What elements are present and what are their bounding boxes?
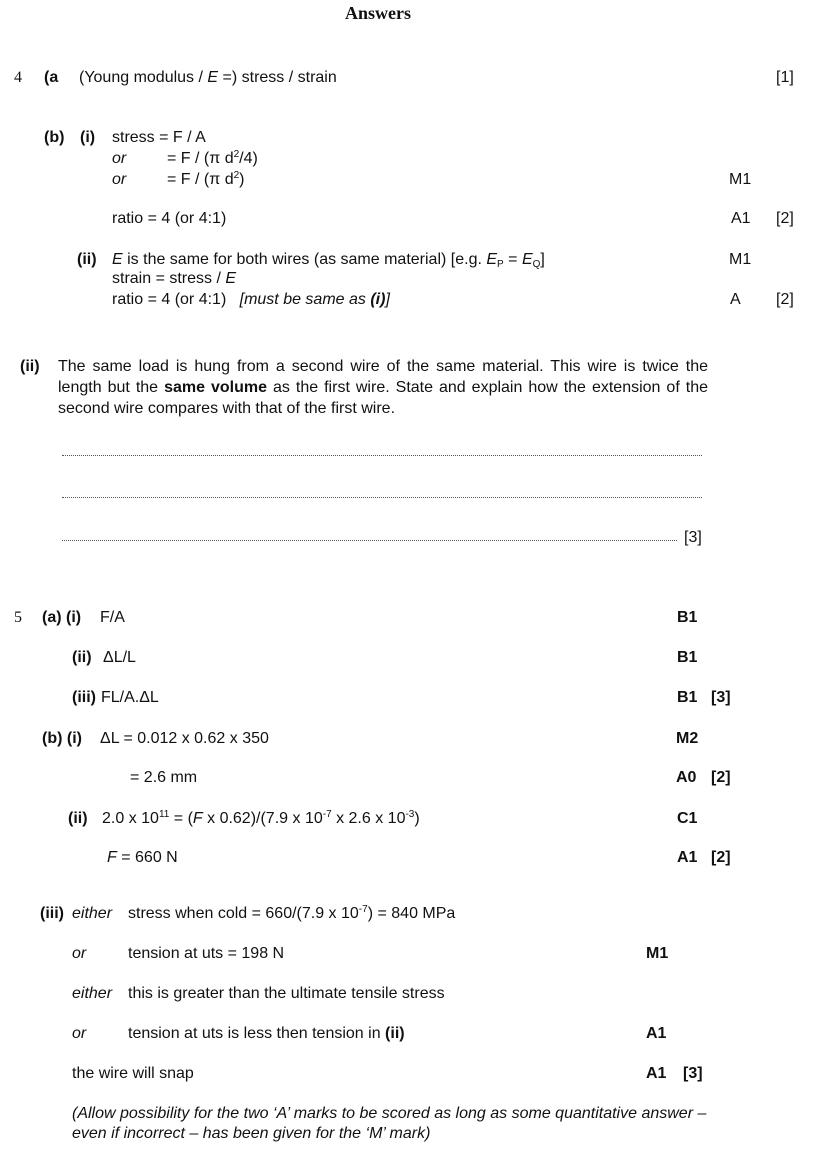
answer-line: E is the same for both wires (as same material) [e.g. $E_P = E_Q$]: [112, 251, 545, 270]
answer-line-blank[interactable]: [62, 497, 702, 498]
question-text: The same load is hung from a second wire of the same material. This wire is twice the length but the same volume as the first wire. State and explain how the extension of the second wire compares with that of the first wire.: [58, 358, 709, 417]
answer-line-blank[interactable]: [62, 540, 677, 541]
mark-total: [2]: [711, 849, 731, 866]
answer-line: = F / (π $d^2$): [167, 170, 245, 188]
mark: A1: [646, 1025, 667, 1042]
marking-note: (Allow possibility for the two ‘A’ marks to be scored as long as some quantitative answer – even if incorrect – has been given for the ‘M’ mark): [72, 1105, 707, 1142]
page-title: Answers: [345, 3, 411, 23]
subpart-label: (ii): [72, 649, 92, 666]
question-label: (ii): [20, 358, 40, 375]
answer-line: tension at uts is less then tension in (ii): [128, 1025, 405, 1042]
or-label: or: [112, 171, 127, 188]
subpart-label: (ii): [68, 810, 88, 827]
or-label: or: [72, 1025, 87, 1042]
mark-total: [1]: [776, 69, 794, 86]
mark-total: [3]: [684, 529, 702, 546]
part-label: (a) (i): [42, 609, 82, 626]
answer-line: ΔL = 0.012 x 0.62 x 350: [100, 730, 269, 747]
answer-line: ratio = 4 (or 4:1) [must be same as (i)]: [112, 291, 390, 308]
mark-total: [2]: [711, 769, 731, 786]
part-label: (b): [44, 129, 65, 146]
either-label: either: [72, 985, 113, 1002]
answer-line: stress when cold = 660/(7.9 x $10^{-7}) = 840$ MPa: [128, 904, 456, 922]
part-label: (a: [44, 69, 59, 86]
mark: M2: [676, 730, 699, 747]
answer-line: ΔL/L: [103, 649, 136, 666]
answer-line: tension at uts = 198 N: [128, 945, 285, 962]
answer-line: = 2.6 mm: [130, 769, 198, 786]
answer-line: ratio = 4 (or 4:1): [112, 210, 227, 227]
mark: B1: [677, 689, 698, 706]
mark-total: [3]: [683, 1065, 703, 1082]
mark: M1: [729, 171, 752, 188]
mark: C1: [677, 810, 698, 827]
answer-line: F = 660 N: [107, 849, 178, 866]
subpart-label: (iii): [40, 905, 64, 922]
answer-line: the wire will snap: [72, 1065, 194, 1082]
mark: B1: [677, 609, 698, 626]
answer-line: 2.0 x $10^{11} = (F$ x 0.62)/(7.9 x $10^{-7}$ x 2.6 x $10^{-3}$): [102, 809, 420, 827]
or-label: or: [72, 945, 87, 962]
answer-text: (Young modulus / E =) stress / strain: [79, 69, 337, 86]
answer-line-blank[interactable]: [62, 455, 702, 456]
mark: M1: [646, 945, 669, 962]
subpart-label: (i): [80, 129, 96, 146]
or-label: or: [112, 150, 127, 167]
mark: A0: [676, 769, 697, 786]
mark-total: [3]: [711, 689, 731, 706]
answer-line: stress = F / A: [112, 129, 206, 146]
answer-line: FL/A.ΔL: [101, 689, 159, 706]
part-label: (b) (i): [42, 730, 82, 747]
answer-line: this is greater than the ultimate tensile stress: [128, 985, 445, 1002]
either-label: either: [72, 905, 113, 922]
mark: A1: [646, 1065, 667, 1082]
subpart-label: (ii): [77, 251, 97, 268]
mark-total: [2]: [776, 210, 794, 227]
answer-line: F/A: [100, 609, 125, 626]
answer-line: strain = stress / E: [112, 270, 237, 287]
mark: A: [730, 291, 741, 308]
mark-total: [2]: [776, 291, 794, 308]
question-number: 4: [14, 69, 22, 86]
mark: A1: [677, 849, 698, 866]
subpart-label: (iii): [72, 689, 96, 706]
mark: B1: [677, 649, 698, 666]
question-number: 5: [14, 609, 22, 626]
mark: M1: [729, 251, 752, 268]
mark: A1: [731, 210, 751, 227]
answer-line: = F / (π $d^2/4$): [167, 149, 258, 167]
